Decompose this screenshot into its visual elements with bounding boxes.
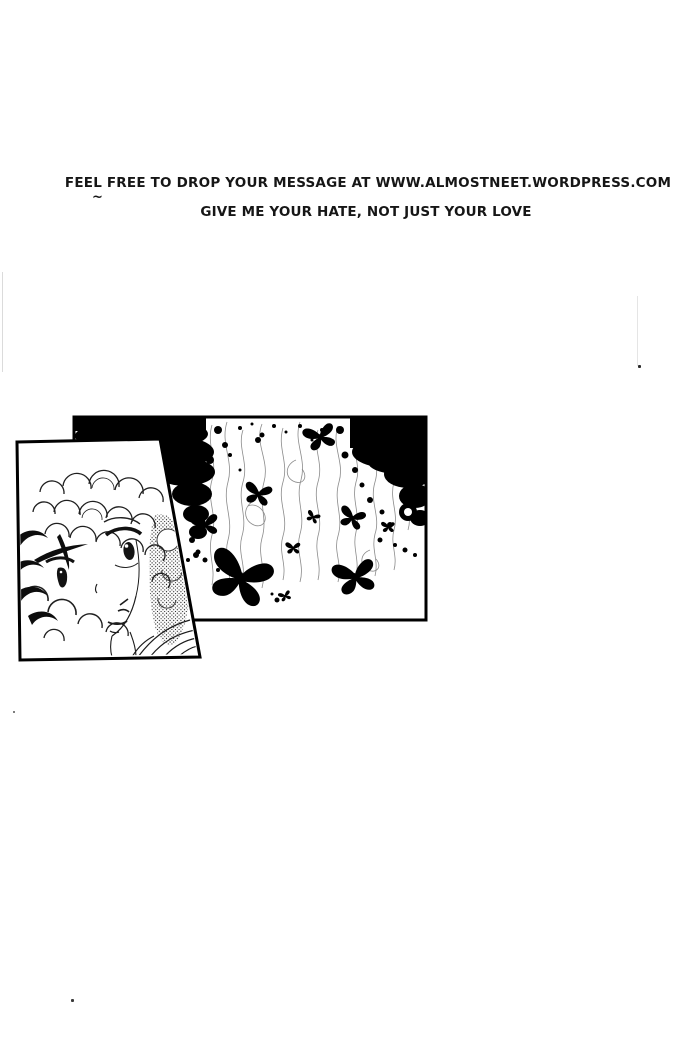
ink-speck bbox=[13, 711, 15, 713]
credits-line-2: GIVE ME YOUR HATE, NOT JUST YOUR LOVE bbox=[200, 204, 532, 220]
scan-artifact-line-left bbox=[2, 272, 3, 372]
ink-speck bbox=[71, 999, 74, 1002]
stray-tilde-mark: ~ bbox=[92, 190, 103, 205]
scan-artifact-line-right bbox=[637, 296, 638, 366]
manga-illustration bbox=[0, 400, 460, 700]
credits-line-1: FEEL FREE TO DROP YOUR MESSAGE AT WWW.ALMOSTNEET.WORDPRESS.COM bbox=[64, 175, 672, 191]
ink-speck bbox=[638, 365, 641, 368]
